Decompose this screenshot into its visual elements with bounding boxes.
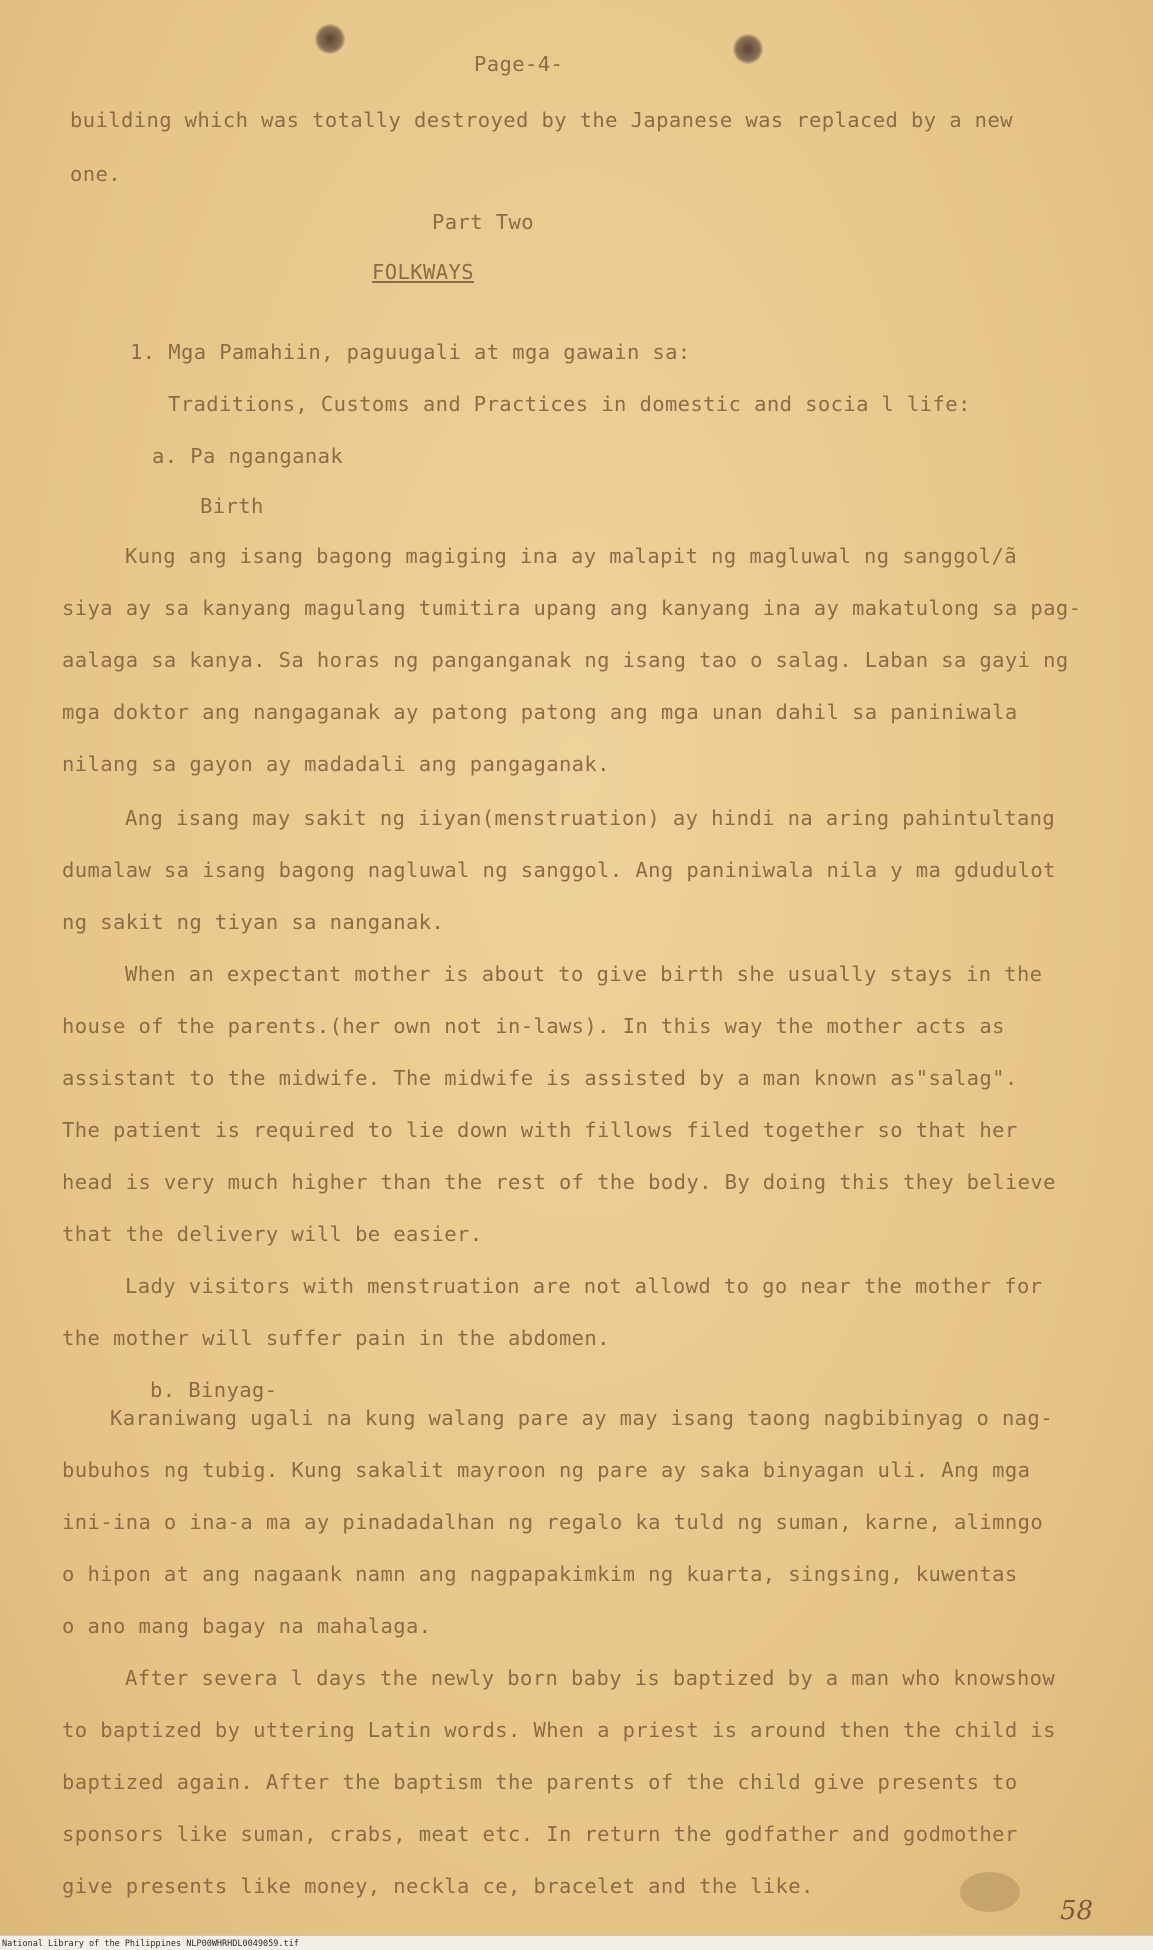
text-line: nilang sa gayon ay madadali ang pangaganak. [62, 752, 610, 776]
text-line: to baptized by uttering Latin words. When a priest is around then the child is [62, 1718, 1056, 1742]
part-heading: Part Two [432, 210, 534, 234]
text-line: When an expectant mother is about to give birth she usually stays in the [125, 962, 1043, 986]
punch-hole-right [733, 34, 763, 64]
text-line: o ano mang bagay na mahalaga. [62, 1614, 432, 1638]
text-line: bubuhos ng tubig. Kung sakalit mayroon ng pare ay saka binyagan uli. Ang mga [62, 1458, 1031, 1482]
punch-hole-left [315, 24, 345, 54]
text-line: After severa l days the newly born baby is baptized by a man who knowshow [125, 1666, 1056, 1690]
scan-footer-caption: National Library of the Philippines NLP00WHRHDL0049059.tif [2, 1939, 299, 1949]
text-line: baptized again. After the baptism the parents of the child give presents to [62, 1770, 1018, 1794]
text-line: mga doktor ang nangaganak ay patong patong ang mga unan dahil sa paniniwala [62, 700, 1018, 724]
text-line: building which was totally destroyed by the Japanese was replaced by a new [70, 108, 1013, 132]
text-line: The patient is required to lie down with fillows filed together so that her [62, 1118, 1018, 1142]
text-line: siya ay sa kanyang magulang tumitira upang ang kanyang ina ay makatulong sa pag- [62, 596, 1082, 620]
subheading-tagalog: a. Pa nganganak [152, 444, 344, 468]
text-line: head is very much higher than the rest of the body. By doing this they believe [62, 1170, 1056, 1194]
text-line: assistant to the midwife. The midwife is assisted by a man known as"salag". [62, 1066, 1018, 1090]
text-line: that the delivery will be easier. [62, 1222, 483, 1246]
handwritten-page-number: 58 [1060, 1896, 1094, 1926]
text-line: Karaniwang ugali na kung walang pare ay may isang taong nagbibinyag o nag- [110, 1406, 1053, 1430]
text-line: the mother will suffer pain in the abdomen. [62, 1326, 610, 1350]
text-line: dumalaw sa isang bagong nagluwal ng sanggol. Ang paniniwala nila y ma gdudulot [62, 858, 1056, 882]
scan-footer-bar [0, 1935, 1153, 1950]
text-line: sponsors like suman, crabs, meat etc. In return the godfather and godmother [62, 1822, 1018, 1846]
text-line: ini-ina o ina-a ma ay pinadadalhan ng regalo ka tuld ng suman, karne, alimngo [62, 1510, 1044, 1534]
text-line: Ang isang may sakit ng iiyan(menstruation) ay hindi na aring pahintultang [125, 806, 1056, 830]
item-heading-tagalog: 1. Mga Pamahiin, paguugali at mga gawain sa: [130, 340, 691, 364]
text-line: give presents like money, neckla ce, bracelet and the like. [62, 1874, 814, 1898]
text-line: house of the parents.(her own not in-laws). In this way the mother acts as [62, 1014, 1005, 1038]
text-line: one. [70, 162, 121, 186]
text-line: o hipon at ang nagaank namn ang nagpapakimkim ng kuarta, singsing, kuwentas [62, 1562, 1018, 1586]
text-line: ng sakit ng tiyan sa nanganak. [62, 910, 445, 934]
ink-smudge [960, 1872, 1020, 1912]
text-line: Kung ang isang bagong magiging ina ay malapit ng magluwal ng sanggol/ã [125, 544, 1017, 568]
text-line: Lady visitors with menstruation are not allowd to go near the mother for [125, 1274, 1043, 1298]
page-label: Page-4- [474, 52, 564, 76]
item-heading-english: Traditions, Customs and Practices in domestic and socia l life: [168, 392, 971, 416]
subheading-binyag: b. Binyag- [150, 1378, 278, 1402]
section-heading: FOLKWAYS [372, 260, 474, 284]
subheading-english: Birth [200, 494, 264, 518]
text-line: aalaga sa kanya. Sa horas ng panganganak ng isang tao o salag. Laban sa gayi ng [62, 648, 1069, 672]
